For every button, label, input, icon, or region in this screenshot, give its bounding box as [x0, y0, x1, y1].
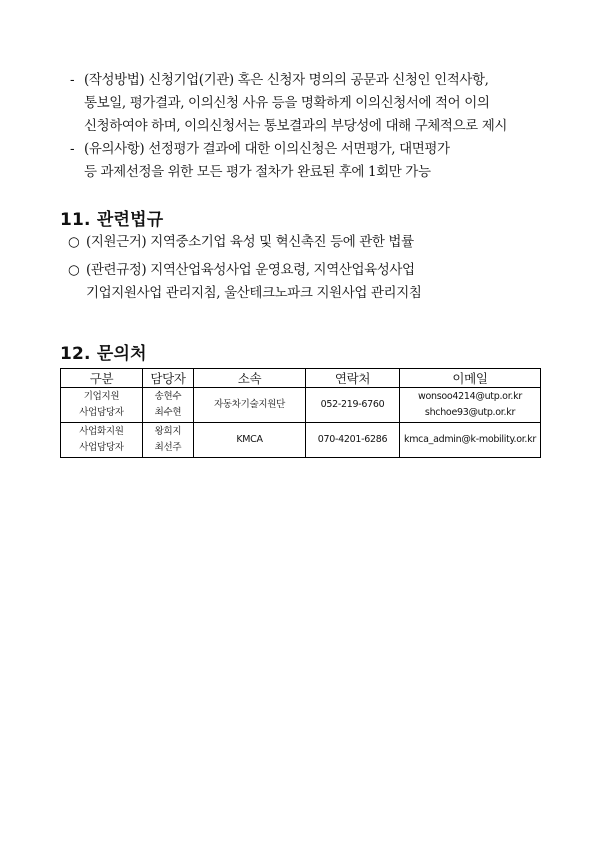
law-text-line: (관련규정) 지역산업육성사업 운영요령, 지역산업육성사업 [86, 262, 415, 278]
manager-name: 최수현 [154, 407, 182, 418]
email-cell[interactable] [400, 388, 541, 423]
law-bullet: ○ [68, 262, 80, 278]
email-cell[interactable] [400, 423, 541, 458]
law-bullet: ○ [68, 234, 80, 250]
header-manager: 담당자 [143, 369, 194, 388]
affiliation-cell: KMCA [194, 423, 306, 458]
note-text-line: (유의사항) 선정평가 결과에 대한 이의신청은 서면평가, 대면평가 [84, 141, 450, 157]
header-category: 구분 [61, 369, 143, 388]
phone-cell: 052-219-6760 [306, 388, 400, 423]
section-11-heading: 11. 관련법규 [60, 210, 164, 230]
email-address[interactable]: shchoe93@utp.or.kr [424, 407, 516, 418]
category-line: 기업지원 [83, 391, 120, 402]
note-bullet: - [70, 141, 75, 157]
contact-table [60, 368, 541, 458]
header-phone: 연락처 [306, 369, 400, 388]
manager-name: 송현수 [154, 391, 182, 402]
category-cell [61, 423, 143, 458]
table-row [61, 388, 541, 423]
category-line: 사업담당자 [79, 407, 124, 418]
section-12-heading: 12. 문의처 [60, 344, 147, 364]
table-row [61, 423, 541, 458]
note-text-line: (작성방법) 신청기업(기관) 혹은 신청자 명의의 공문과 신청인 인적사항, [84, 72, 489, 88]
category-cell [61, 388, 143, 423]
table-header-row [61, 369, 541, 388]
header-affiliation: 소속 [194, 369, 306, 388]
header-email: 이메일 [400, 369, 541, 388]
note-text-line: 신청하여야 하며, 이의신청서는 통보결과의 부당성에 대해 구체적으로 제시 [84, 118, 508, 134]
manager-name: 최선주 [154, 442, 182, 453]
manager-name: 왕희지 [154, 426, 182, 437]
category-line: 사업담당자 [79, 442, 124, 453]
note-text-line: 통보일, 평가결과, 이의신청 사유 등을 명확하게 이의신청서에 적어 이의 [84, 95, 490, 111]
note-bullet: - [70, 72, 75, 88]
law-text-line: 기업지원사업 관리지침, 울산테크노파크 지원사업 관리지침 [86, 285, 422, 301]
email-address[interactable]: wonsoo4214@utp.or.kr [418, 391, 522, 402]
category-line: 사업화지원 [79, 426, 124, 437]
law-text-line: (지원근거) 지역중소기업 육성 및 혁신촉진 등에 관한 법률 [86, 234, 414, 250]
affiliation-cell: 자동차기술지원단 [194, 388, 306, 423]
phone-cell: 070-4201-6286 [306, 423, 400, 458]
manager-cell [143, 388, 194, 423]
email-address[interactable]: kmca_admin@k-mobility.or.kr [404, 434, 536, 445]
note-text-line: 등 과제선정을 위한 모든 평가 절차가 완료된 후에 1회만 가능 [84, 164, 431, 180]
manager-cell [143, 423, 194, 458]
